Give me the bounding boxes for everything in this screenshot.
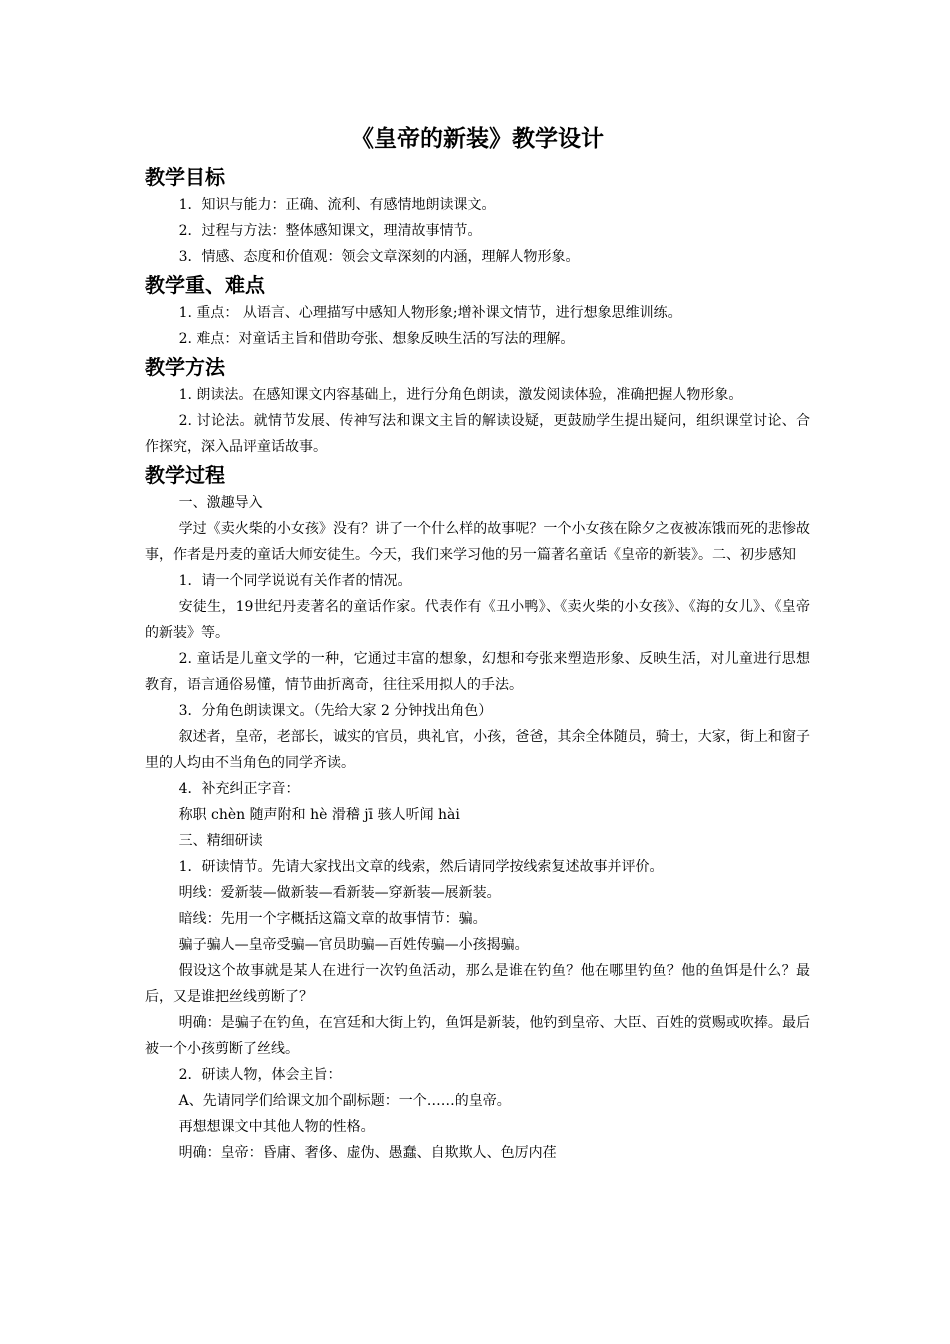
process-paragraph: 暗线：先用一个字概括这篇文章的故事情节：骗。 [178,911,487,927]
process-paragraph: 3．分角色朗读课文。（先给大家 2 分钟找出角色） [178,703,493,719]
process-paragraph: 1．请一个同学说说有关作者的情况。 [178,573,412,589]
process-paragraph: 一、激趣导入 [178,495,263,511]
process-paragraph: 安徒生，19世纪丹麦著名的童话作家。代表作有《丑小鸭》、《卖火柴的小女孩》、《海的女儿》、《皇帝的新装》等。 [145,599,810,641]
process-paragraph: 骗子骗人—皇帝受骗—官员助骗—百姓传骗—小孩揭骗。 [178,937,529,953]
process-paragraph: 再想想课文中其他人物的性格。 [178,1119,375,1135]
method-item: 1. 朗读法。在感知课文内容基础上，进行分角色朗读，激发阅读体验，准确把握人物形象。 [178,387,743,403]
goal-item: 3．情感、态度和价值观：领会文章深刻的内涵，理解人物形象。 [178,249,580,265]
heading-process: 教学过程 [145,463,225,487]
process-paragraph: 4．补充纠正字音： [178,781,300,797]
process-paragraph: 叙述者，皇帝，老部长，诚实的官员，典礼官，小孩，爸爸，其余全体随员，骑士，大家，街上和窗子里的人均由不当角色的同学齐读。 [145,729,810,771]
process-paragraph: 明确：皇帝：昏庸、奢侈、虚伪、愚蠢、自欺欺人、色厉内荏 [178,1145,557,1161]
heading-goals: 教学目标 [145,165,225,189]
keypoint-item: 2. 难点：对童话主旨和借助夸张、想象反映生活的写法的理解。 [178,331,575,347]
process-paragraph: 明线：爱新装—做新装—看新装—穿新装—展新装。 [178,885,501,901]
heading-methods: 教学方法 [145,355,225,379]
intro-text: 学过《卖火柴的小女孩》没有？讲了一个什么样的故事呢？一个小女孩在除夕之夜被冻饿而死的悲惨故事，作者是丹麦的童话大师安徒生。今天，我们来学习他的另一篇著名童话《皇帝的新装》。 [145,521,810,563]
goal-item: 1．知识与能力：正确、流利、有感情地朗读课文。 [178,197,496,213]
process-paragraph: 2．研读人物，体会主旨： [178,1067,342,1083]
process-paragraph: 2. 童话是儿童文学的一种，它通过丰富的想象，幻想和夸张来塑造形象、反映生活，对儿童进行思想教育，语言通俗易懂，情节曲折离奇，往往采用拟人的手法。 [145,651,810,693]
heading-keypoints: 教学重、难点 [145,273,265,297]
process-paragraph: 假设这个故事就是某人在进行一次钓鱼活动，那么是谁在钓鱼？他在哪里钓鱼？他的鱼饵是什么？最后，又是谁把丝线剪断了？ [145,963,810,1005]
keypoint-item: 1. 重点： 从语言、心理描写中感知人物形象;增补课文情节，进行想象思维训练。 [178,305,682,321]
process-paragraph: 1．研读情节。先请大家找出文章的线索，然后请同学按线索复述故事并评价。 [178,859,664,875]
document-body [145,122,810,1166]
process-paragraph [145,516,810,568]
method-item: 2. 讨论法。就情节发展、传神写法和课文主旨的解读设疑，更鼓励学生提出疑问，组织课堂讨论、合作探究，深入品评童话故事。 [145,413,810,455]
process-paragraph: 三、精细研读 [178,833,263,849]
process-paragraph: 明确：是骗子在钓鱼，在宫廷和大街上钓，鱼饵是新装，他钓到皇帝、大臣、百姓的赏赐或吹捧。最后被一个小孩剪断了丝线。 [145,1015,810,1057]
process-paragraph: A、先请同学们给课文加个副标题：一个……的皇帝。 [178,1093,511,1109]
process-paragraph: 称职 chèn 随声附和 hè 滑稽 jī 骇人听闻 hài [178,807,460,823]
document-title: 《皇帝的新装》教学设计 [351,126,604,152]
subheading-perception: 二、初步感知 [712,547,796,563]
goal-item: 2．过程与方法：整体感知课文，理清故事情节。 [178,223,482,239]
